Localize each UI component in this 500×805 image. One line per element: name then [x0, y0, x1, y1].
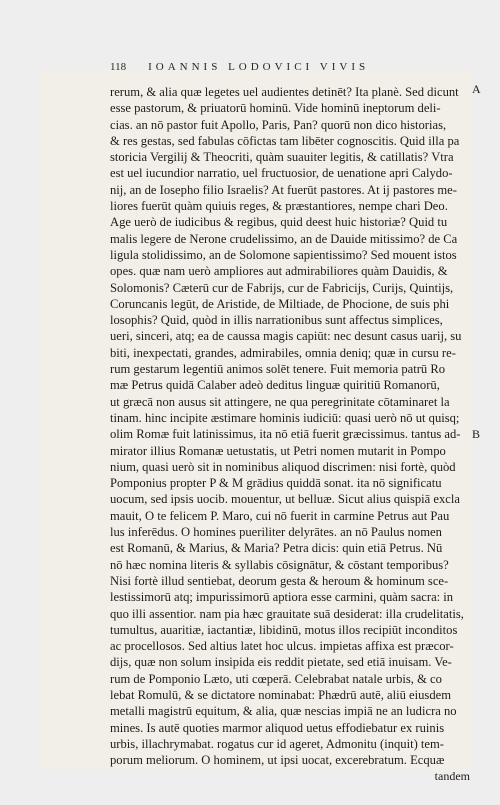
- text-line: opes. quæ nam uerò ampliores aut admirabiliores quàm Dauidis, &: [110, 264, 448, 279]
- running-head: [110, 61, 470, 73]
- page-number: 118: [110, 61, 127, 73]
- text-line: ueri, sinceri, atq; ea de caussa magis capiūt: nec desunt casus uarij, su: [110, 329, 462, 344]
- body-text: [110, 84, 470, 785]
- text-line: storicia Vergilij & Theocriti, quàm suauiter legitis, & catillatis? Vtra: [110, 150, 454, 165]
- text-line: rerum, & alia quæ legetes uel audientes detinēt? Ita planè. Sed dicunt: [110, 85, 459, 99]
- text-line: cias. an nō pastor fuit Apollo, Paris, Pan? quorū non dico historias,: [110, 117, 447, 132]
- text-line: nij, an de Iosepho filio Israelis? At fuerūt pastores. At ij pastores me-: [110, 182, 457, 197]
- text-line: ac procellosos. Sed altius latet hoc ulcus. impietas affixa est præcor-: [110, 639, 454, 654]
- text-line: rum de Pomponio Læto, uti cœperā. Celebrabat natale urbis, & co: [110, 671, 442, 686]
- text-line: lebat Romulū, & se dictatore nominabat: Phædrū autē, aliū eiusdem: [110, 687, 452, 702]
- text-line: mauit, O te felicem P. Maro, cui nō fuerit in carmine Petrus aut Pau: [110, 508, 450, 523]
- text-line: mirator illius Romanæ uetustatis, ut Petri nomen mutarit in Pompo: [110, 443, 446, 458]
- margin-note-a: A: [472, 82, 481, 96]
- text-line: urbis, illachrymabat. rogatus cur id ageret, Admonitu (inquit) tem-: [110, 736, 444, 751]
- text-line: Pomponius propter P & M grādius quiddā sonat. ita nō significatu: [110, 476, 442, 491]
- text-line: Coruncanis legūt, de Aristide, de Miltiade, de Phocione, de suis phi: [110, 296, 450, 311]
- text-line: biti, inexpectati, grandes, admirabiles, omnia deniq; quæ in cursu re-: [110, 345, 456, 360]
- text-line: lestissimorū atq; impurissimorū aptiora esse carmini, quàm sacra: in: [110, 590, 454, 605]
- text-line: rum gestarum legentiū animos solēt tenere. Fuit memoria patrū Ro: [110, 362, 446, 377]
- text-line: Solomonis? Cæterū cur de Fabrijs, cur de Fabricijs, Curijs, Quintijs,: [110, 280, 454, 295]
- text-line: lus inferēdus. O homines pueriliter delyrātes. an nō Paulus nomen: [110, 525, 442, 540]
- text-line: est uel iucundior narratio, uel fructuosior, de uenatione apri Calydo-: [110, 166, 453, 181]
- text-line: esse pastorum, & priuatorū hominū. Vide hominū ineptorum deli-: [110, 101, 441, 116]
- text-line: malis legere de Nerone crudelissimo, an de Dauide mitissimo? de Ca: [110, 231, 458, 246]
- text-line: nium, quasi uerò sit in nominibus aliquod discrimen: nisi fortè, quòd: [110, 459, 456, 474]
- running-head-title: IOANNIS LODOVICI VIVIS: [148, 61, 370, 73]
- text-line: liores fuerūt quàm quiuis reges, & præstantiores, nempe chari Deo.: [110, 199, 448, 214]
- text-line: ligula stolidissimo, an de Solomone sapientissimo? Sed mouent istos: [110, 247, 457, 262]
- catchword: tandem: [434, 769, 470, 784]
- text-line: Age uerò de iudicibus & regibus, quid deest huic historiæ? Quid tu: [110, 215, 448, 230]
- text-line: mæ Petrus quidā Calaber adeò deditus linguæ quiritiū Romanorū,: [110, 378, 440, 393]
- margin-note-b: B: [472, 427, 481, 441]
- text-line: tinam. hinc incipite æstimare hominis iudiciū: quasi uerò nō ut quisq;: [110, 410, 460, 425]
- text-line: mines. Is autē quoties marmor aliquod uetus effodiebatur ex ruinis: [110, 720, 445, 735]
- text-line: ut græcā non ausus sit attingere, ne qua peregrinitate cōtaminaret la: [110, 394, 450, 409]
- text-line: uocum, sed ipsis uocib. mouentur, ut belluæ. Sicut alius quispiā excla: [110, 492, 460, 507]
- text-line: quo illi assentior. nam pia hæc grauitate suā desiderat: illa crudelitatis,: [110, 606, 464, 621]
- text-line: metalli magistrū equitum, & alia, quæ nescias impiā ne an ludicra no: [110, 704, 457, 719]
- text-line: olim Romæ fuit latinissimus, ita nō etiā fuerit græcissimus. tantus ad-: [110, 427, 461, 442]
- text-line: nō hæc nomina literis & syllabis cōsignātur, & cōstant temporibus?: [110, 557, 449, 572]
- text-line: dijs, quæ non solum insipida eis reddit pietate, sed etiā inuisam. Ve-: [110, 655, 452, 670]
- text-line: porum meliorum. O hominem, ut ipsi uocat, excerebratum. Ecquæ: [110, 753, 445, 768]
- text-line: losophis? Quid, quòd in illis narrationibus sunt affectus simplices,: [110, 313, 443, 328]
- text-line: tumultus, auaritiæ, iactantiæ, libidinū, motus illos recipiūt inconditos: [110, 622, 458, 637]
- text-line: & res gestas, sed fabulas cōfictas tam libēter cognoscitis. Quid illa pa: [110, 133, 460, 148]
- text-line: Nisi fortè illud sentiebat, deorum gesta & heroum & hominum sce-: [110, 573, 449, 588]
- text-line: est Romanū, & Marius, & Maria? Petra dicis: quin etiā Petrus. Nū: [110, 541, 443, 556]
